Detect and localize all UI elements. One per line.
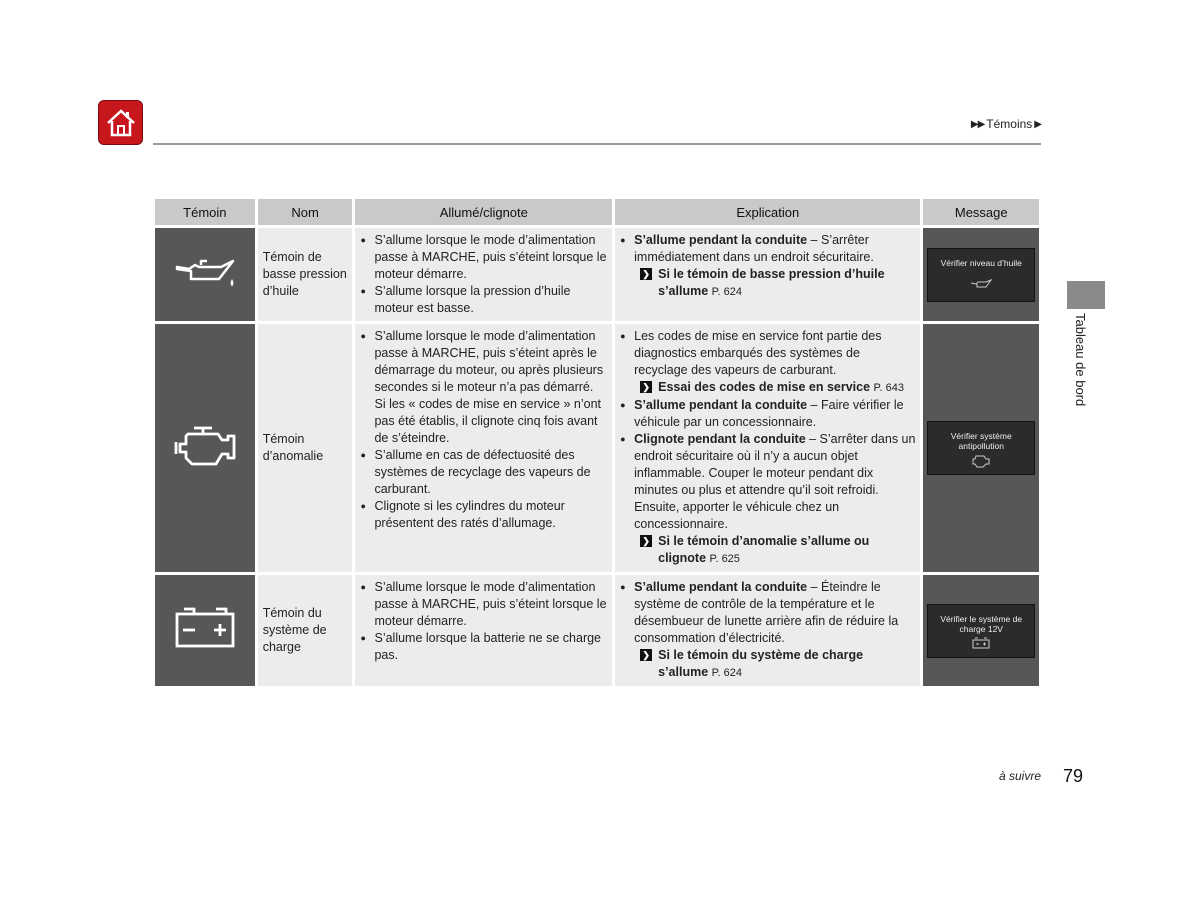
- table-row: [155, 324, 1039, 572]
- header-allume: Allumé/clignote: [355, 199, 612, 225]
- indicator-icon-cell: [155, 324, 255, 572]
- condition-item: ● Clignote si les cylindres du moteur présentent des ratés d’allumage.: [360, 498, 607, 532]
- reference-page[interactable]: P. 643: [873, 382, 904, 394]
- message-line: Vérifier niveau d’huile: [940, 257, 1022, 268]
- battery-icon: [174, 606, 236, 650]
- engine-icon: [971, 454, 991, 468]
- explanation-text: – S’arrêter immédiatement dans un endroit sécuritaire.: [634, 233, 874, 264]
- page-reference-link[interactable]: [620, 647, 915, 682]
- table-row: [155, 228, 1039, 321]
- reference-text[interactable]: Essai des codes de mise en service: [658, 380, 871, 394]
- breadcrumb[interactable]: [971, 117, 1041, 131]
- conditions-cell: [355, 228, 612, 321]
- explanation-item: ● Les codes de mise en service font partie des diagnostics embarqués des systèmes de recyclage des vapeurs de carburant.: [620, 328, 915, 379]
- message-display: [927, 248, 1035, 302]
- conditions-cell: [355, 324, 612, 572]
- indicator-name: Témoin de basse pression d’huile: [258, 228, 353, 321]
- explanation-item: [620, 579, 915, 647]
- condition-item: ● S’allume lorsque la pression d’huile moteur est basse.: [360, 283, 607, 317]
- condition-item: ● S’allume lorsque le mode d’alimentation passe à MARCHE, puis s’éteint lorsque le moteur démarre.: [360, 232, 607, 283]
- reference-arrow-icon: ❯: [640, 535, 652, 547]
- header-message: Message: [923, 199, 1039, 225]
- page-reference-link[interactable]: [620, 533, 915, 568]
- explanation-text: – S’arrêter dans un endroit sécuritaire où il n’y a aucun objet inflammable. Couper le moteur pendant dix minutes ou plus et attendre qu’il soit refroidi. Ensuite, apporter le véhicule chez un concessionnaire.: [634, 432, 916, 531]
- header-temoin: Témoin: [155, 199, 255, 225]
- message-line: charge 12V: [959, 623, 1003, 634]
- message-line: Vérifier le système de: [940, 613, 1023, 624]
- reference-arrow-icon: ❯: [640, 381, 652, 393]
- check-engine-icon: [172, 422, 238, 470]
- side-tab-marker[interactable]: [1067, 281, 1105, 309]
- breadcrumb-label[interactable]: Témoins: [986, 117, 1033, 131]
- explanation-bold: S’allume pendant la conduite: [634, 233, 808, 247]
- explanation-text: – Éteindre le système de contrôle de la température et le désembueur de lunette arrière afin de réduire la consommation d’électricité.: [634, 580, 899, 645]
- side-tab-label[interactable]: Tableau de bord: [1073, 313, 1088, 407]
- explanation-bold: S’allume pendant la conduite: [634, 398, 808, 412]
- message-cell: [923, 324, 1039, 572]
- explanation-cell: [615, 228, 920, 321]
- page-reference-link[interactable]: [620, 266, 915, 301]
- message-cell: [923, 575, 1039, 686]
- explanation-item: [620, 431, 915, 533]
- explanation-bold: S’allume pendant la conduite: [634, 580, 808, 594]
- explanation-cell: [615, 324, 920, 572]
- explanation-item: [620, 397, 915, 431]
- reference-text[interactable]: Si le témoin du système de charge s’allume: [658, 648, 864, 679]
- indicator-name: Témoin d’anomalie: [258, 324, 353, 572]
- header-nom: Nom: [258, 199, 353, 225]
- table-row: [155, 575, 1039, 686]
- reference-arrow-icon: ❯: [640, 268, 652, 280]
- explanation-cell: [615, 575, 920, 686]
- reference-text[interactable]: Si le témoin d’anomalie s’allume ou clignote: [658, 534, 870, 565]
- header-divider: [153, 143, 1041, 145]
- reference-page[interactable]: P. 624: [711, 667, 743, 679]
- conditions-cell: [355, 575, 612, 686]
- home-icon: [105, 108, 137, 138]
- header-explication: Explication: [615, 199, 920, 225]
- battery-small-icon: [972, 637, 990, 649]
- message-cell: [923, 228, 1039, 321]
- message-display: [927, 421, 1035, 475]
- oil-can-icon: [970, 279, 992, 289]
- indicator-table: [152, 196, 1042, 689]
- reference-page[interactable]: P. 625: [709, 553, 740, 565]
- breadcrumb-suffix-arrow: ▶: [1034, 118, 1041, 130]
- oil-pressure-icon: [173, 255, 237, 289]
- condition-item: ● S’allume lorsque le mode d’alimentation passe à MARCHE, puis s’éteint lorsque le moteur démarre.: [360, 579, 607, 630]
- reference-text[interactable]: Si le témoin de basse pression d’huile s’allume: [658, 267, 885, 298]
- message-line: antipollution: [958, 441, 1004, 451]
- indicator-name: Témoin du système de charge: [258, 575, 353, 686]
- message-line: Vérifier système: [950, 431, 1012, 441]
- reference-page[interactable]: P. 624: [711, 286, 743, 298]
- condition-item: ● S’allume lorsque la batterie ne se charge pas.: [360, 630, 607, 664]
- home-button[interactable]: [98, 100, 143, 145]
- continued-note: à suivre: [999, 769, 1042, 783]
- page-reference-link[interactable]: [620, 379, 915, 397]
- condition-item: ● S’allume lorsque le mode d’alimentation passe à MARCHE, puis s’éteint après le démarrage du moteur, ou après plusieurs secondes si le moteur n’a pas démarré. Si les « codes de mise en service » n’ont pas été établis, il clignote cinq fois avant de s’éteindre.: [360, 328, 607, 447]
- explanation-text: – Faire vérifier le véhicule par un concessionnaire.: [634, 398, 904, 429]
- explanation-bold: Clignote pendant la conduite: [634, 432, 806, 446]
- breadcrumb-prefix-arrows: ▶▶: [970, 118, 985, 130]
- condition-item: ● S’allume en cas de défectuosité des systèmes de recyclage des vapeurs de carburant.: [360, 447, 607, 498]
- page-number: 79: [1063, 766, 1084, 786]
- message-display: [927, 604, 1035, 658]
- explanation-item: [620, 232, 915, 266]
- indicator-icon-cell: [155, 575, 255, 686]
- reference-arrow-icon: ❯: [640, 649, 652, 661]
- indicator-icon-cell: [155, 228, 255, 321]
- table-header-row: [155, 199, 1039, 225]
